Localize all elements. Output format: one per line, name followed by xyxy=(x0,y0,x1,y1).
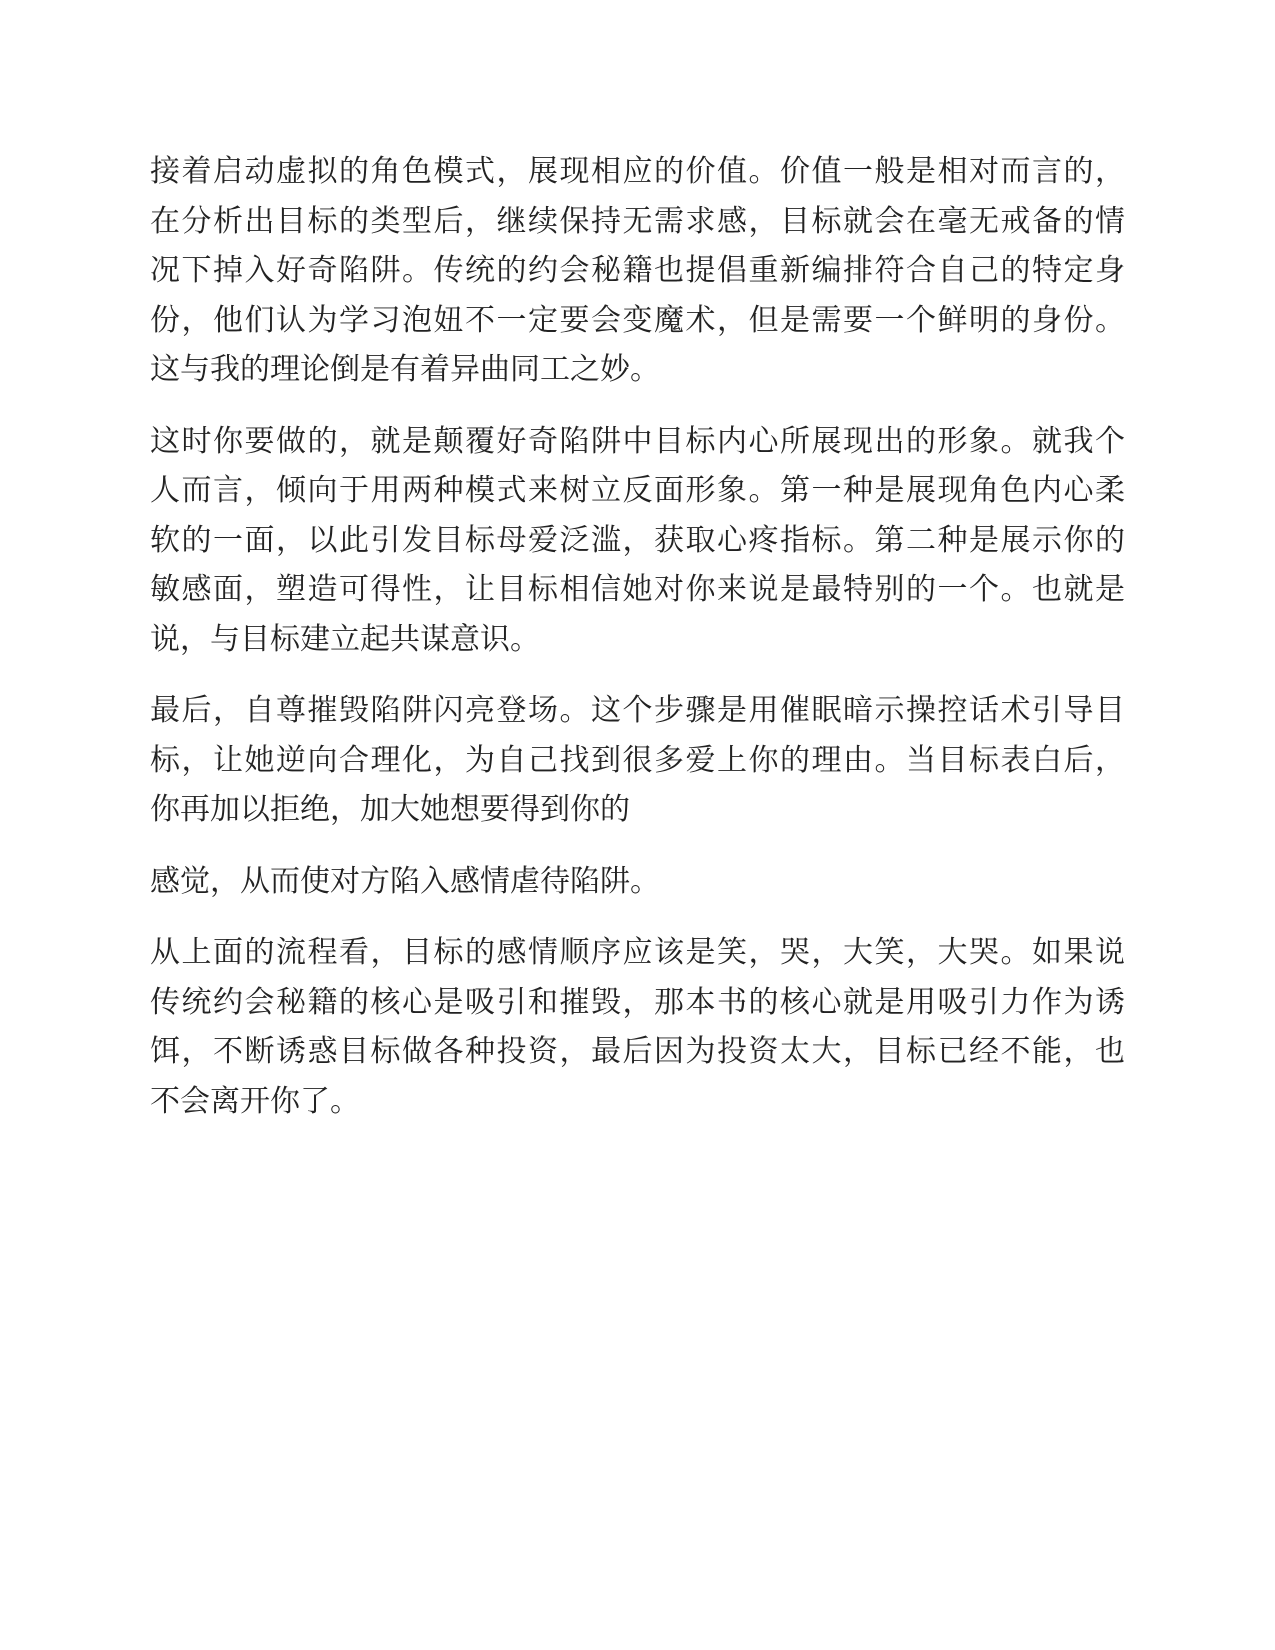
paragraph-2 xyxy=(150,417,1125,665)
text-line: 感觉，从而使对方陷入感情虐待陷阱。 xyxy=(150,863,660,899)
text-line: 在分析出目标的类型后，继续保持无需求感，目标就会在毫无戒备的情 xyxy=(150,203,1125,239)
text-line: 这与我的理论倒是有着异曲同工之妙。 xyxy=(150,352,660,387)
paragraph-1 xyxy=(150,147,1125,395)
text-line: 软的一面，以此引发目标母爱泛滥，获取心疼指标。第二种是展示你的 xyxy=(150,522,1125,558)
paragraph-3 xyxy=(150,686,1125,835)
document-body xyxy=(150,147,1125,1148)
text-line: 你再加以拒绝，加大她想要得到你的 xyxy=(150,792,630,827)
paragraph-4 xyxy=(150,857,1125,907)
text-line: 从上面的流程看，目标的感情顺序应该是笑，哭，大笑，大哭。如果说 xyxy=(150,935,1125,970)
paragraph-5 xyxy=(150,928,1125,1126)
text-line: 说，与目标建立起共谋意识。 xyxy=(150,621,540,657)
text-line: 敏感面，塑造可得性，让目标相信她对你来说是最特别的一个。也就是 xyxy=(150,572,1125,607)
text-line: 传统约会秘籍的核心是吸引和摧毁，那本书的核心就是用吸引力作为诱 xyxy=(150,984,1125,1020)
text-line: 标，让她逆向合理化，为自己找到很多爱上你的理由。当目标表白后， xyxy=(150,742,1125,778)
text-line: 不会离开你了。 xyxy=(150,1083,360,1119)
text-line: 接着启动虚拟的角色模式，展现相应的价值。价值一般是相对而言的， xyxy=(150,154,1125,189)
text-line: 况下掉入好奇陷阱。传统的约会秘籍也提倡重新编排符合自己的特定身 xyxy=(150,253,1125,288)
text-line: 最后，自尊摧毁陷阱闪亮登场。这个步骤是用催眠暗示操控话术引导目 xyxy=(150,693,1125,728)
text-line: 饵，不断诱惑目标做各种投资，最后因为投资太大，目标已经不能，也 xyxy=(150,1034,1125,1069)
text-line: 份，他们认为学习泡妞不一定要会变魔术，但是需要一个鲜明的身份。 xyxy=(150,302,1125,338)
text-line: 人而言，倾向于用两种模式来树立反面形象。第一种是展现角色内心柔 xyxy=(150,473,1125,508)
text-line: 这时你要做的，就是颠覆好奇陷阱中目标内心所展现出的形象。就我个 xyxy=(150,423,1125,459)
